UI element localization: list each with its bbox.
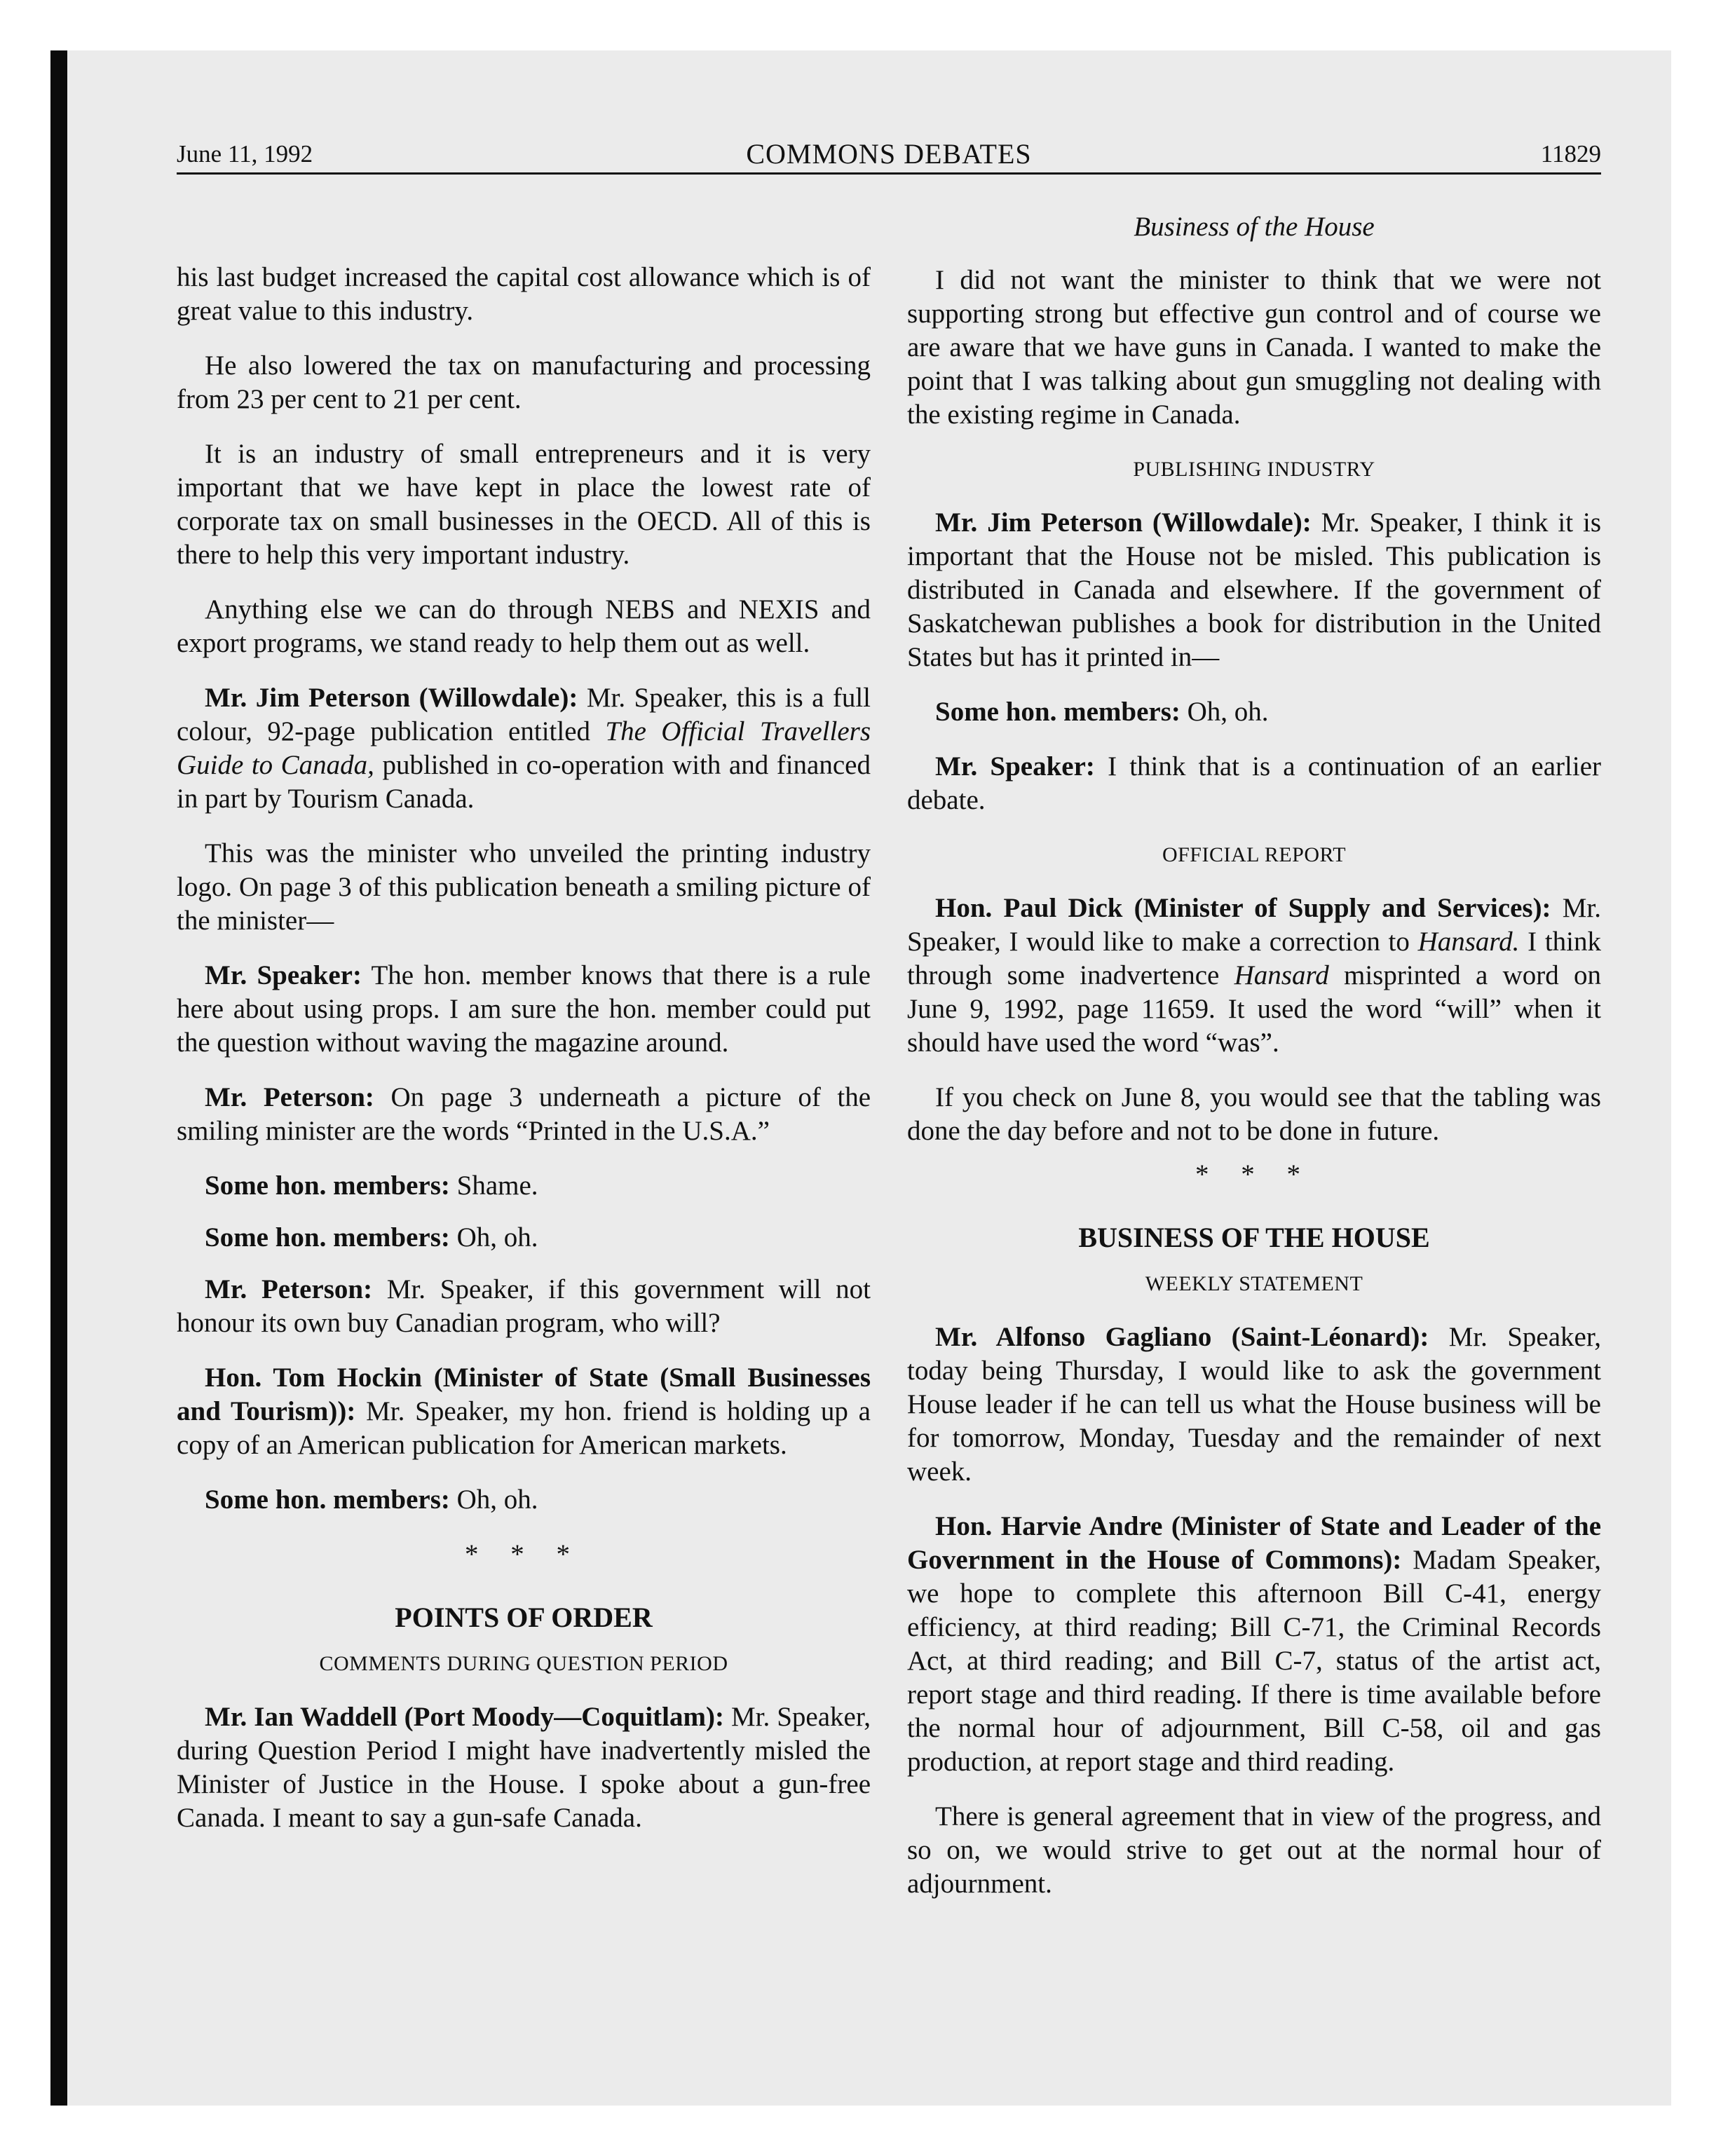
publication-title: Hansard. [1417,927,1520,957]
speech-text: Oh, oh. [456,1222,538,1253]
paragraph [177,437,871,572]
paragraph [177,261,871,328]
speech-text: The hon. member knows that there is a rule here about using props. I am sure the hon. member could put the question without waving the magazine around. [177,960,871,1058]
page-header [177,135,1601,174]
speech [907,750,1601,817]
speech [177,1483,871,1517]
header-page-number: 11829 [1540,140,1601,168]
speaker-name: Hon. Tom Hockin (Minister of State (Small Businesses and Tourism)): [177,1363,871,1426]
speaker-name: Mr. Speaker: [935,751,1095,782]
speaker-name: Mr. Peterson: [205,1274,373,1304]
speech [177,959,871,1060]
paragraph [177,837,871,938]
speech-text: Oh, oh. [456,1485,538,1515]
paragraph-text: He also lowered the tax on manufacturing and processing from 23 per cent to 21 per cent. [177,350,871,414]
speaker-name: Mr. Jim Peterson (Willowdale): [205,683,578,713]
speech-text: Mr. Speaker, today being Thursday, I would like to ask the government House leader if he can tell us what the House business will be for tomorrow, Monday, Tuesday and the remainder of next week. [907,1322,1602,1487]
speech-text: Oh, oh. [1187,697,1269,727]
speech-text: Mr. Speaker, this is a full colour, 92-page publication entitled [177,683,871,746]
speech-text: Mr. Speaker, during Question Period I might have inadvertently misled the Minister of Justice in the House. I spoke about a gun-free Canada. I meant to say a gun-safe Canada. [177,1702,871,1833]
header-date: June 11, 1992 [177,140,313,168]
speech [177,1081,871,1148]
section-subheading: OFFICIAL REPORT [1162,843,1347,866]
speech-text: Mr. Speaker, my hon. friend is holding up a copy of an American publication for American markets. [177,1396,871,1460]
speaker-name: Hon. Paul Dick (Minister of Supply and Services): [935,893,1551,923]
speech-text: Mr. Speaker, I would like to make a correction to [907,893,1601,957]
section-subheading: COMMENTS DURING QUESTION PERIOD [319,1652,728,1675]
speaker-name: Some hon. members: [205,1222,450,1253]
paragraph-text: There is general agreement that in view of the progress, and so on, we would strive to get out at the normal hour of adjournment. [907,1801,1601,1899]
speech [907,695,1601,729]
right-column [907,210,1601,1922]
paragraph [907,264,1601,432]
speech-text: I think through some inadvertence [907,927,1601,990]
speaker-name: Mr. Alfonso Gagliano (Saint-Léonard): [935,1322,1429,1352]
speech [177,681,871,816]
header-rule [177,172,1601,175]
speaker-name: Mr. Jim Peterson (Willowdale): [935,507,1312,538]
publication-title: Hansard [1234,960,1329,990]
publication-title: The Official Travellers Guide to Canada, [177,716,871,780]
speaker-name: Mr. Ian Waddell (Port Moody—Coquitlam): [205,1702,724,1732]
section-subheading: PUBLISHING INDUSTRY [1133,458,1375,481]
speech-text: Madam Speaker, we hope to complete this afternoon Bill C-41, energy efficiency, at third reading; Bill C-71, the Criminal Records Act, at third reading; and Bill C-7, status of the artist act, report stage and third reading. If there is time available before the normal hour of adjournment, Bill C-58, oil and gas production, at report stage and third reading. [907,1545,1601,1777]
paragraph-text: I did not want the minister to think that we were not supporting strong but effective gun control and of course we are aware that we have guns in Canada. I wanted to make the point that I was talking about gun smuggling not dealing with the existing regime in Canada. [907,265,1601,430]
paragraph-text: his last budget increased the capital cost allowance which is of great value to this industry. [177,262,871,326]
speech [177,1273,871,1340]
speaker-name: Some hon. members: [205,1485,450,1515]
paragraph-text: If you check on June 8, you would see that the tabling was done the day before and not to be done in future. [907,1082,1601,1146]
speech [177,1361,871,1462]
speech [907,1321,1601,1489]
speaker-name: Some hon. members: [935,697,1181,727]
speech [177,1169,871,1203]
speech-text: I think that is a continuation of an earlier debate. [907,751,1602,815]
speech-text: On page 3 underneath a picture of the smiling minister are the words “Printed in the U.S.A.” [177,1082,871,1146]
section-separator: * * * [465,1539,583,1569]
left-column [177,261,871,1856]
speech [177,1700,871,1835]
paragraph [177,593,871,660]
paragraph-text: Anything else we can do through NEBS and NEXIS and export programs, we stand ready to help them out as well. [177,594,871,658]
header-journal-title: COMMONS DEBATES [746,138,1032,170]
speaker-name: Some hon. members: [205,1171,450,1201]
paragraph [907,1081,1601,1148]
speaker-name: Mr. Speaker: [205,960,362,990]
section-subheading: WEEKLY STATEMENT [1145,1272,1363,1295]
speech-text: Mr. Speaker, I think it is important that the House not be misled. This publication is distributed in Canada and elsewhere. If the government of Saskatchewan publishes a book for distribution in the United States but has it printed in— [907,507,1601,672]
speech-text: misprinted a word on June 9, 1992, page 11659. It used the word “will” when it should have used the word “was”. [907,960,1602,1058]
speech [907,506,1601,674]
section-separator: * * * [1195,1159,1313,1189]
running-head: Business of the House [1134,212,1375,242]
paragraph-text: It is an industry of small entrepreneurs and it is very important that we have kept in place the lowest rate of corporate tax on small businesses in the OECD. All of this is there to help this very important industry. [177,439,871,570]
section-heading: POINTS OF ORDER [395,1602,653,1633]
speech-text: Shame. [456,1171,538,1201]
speech-text: published in co-operation with and financed in part by Tourism Canada. [177,750,871,814]
speaker-name: Hon. Harvie Andre (Minister of State and Leader of the Government in the House of Commons): [907,1511,1601,1575]
paragraph [907,1800,1601,1901]
paragraph [177,349,871,416]
scan-border [50,50,67,2106]
section-heading: BUSINESS OF THE HOUSE [1078,1222,1430,1253]
paragraph-text: This was the minister who unveiled the printing industry logo. On page 3 of this publication beneath a smiling picture of the minister— [177,838,871,936]
speech [907,1510,1601,1779]
speech-text: Mr. Speaker, if this government will not honour its own buy Canadian program, who will? [177,1274,871,1338]
speech [177,1221,871,1255]
speech [907,892,1601,1060]
speaker-name: Mr. Peterson: [205,1082,374,1112]
